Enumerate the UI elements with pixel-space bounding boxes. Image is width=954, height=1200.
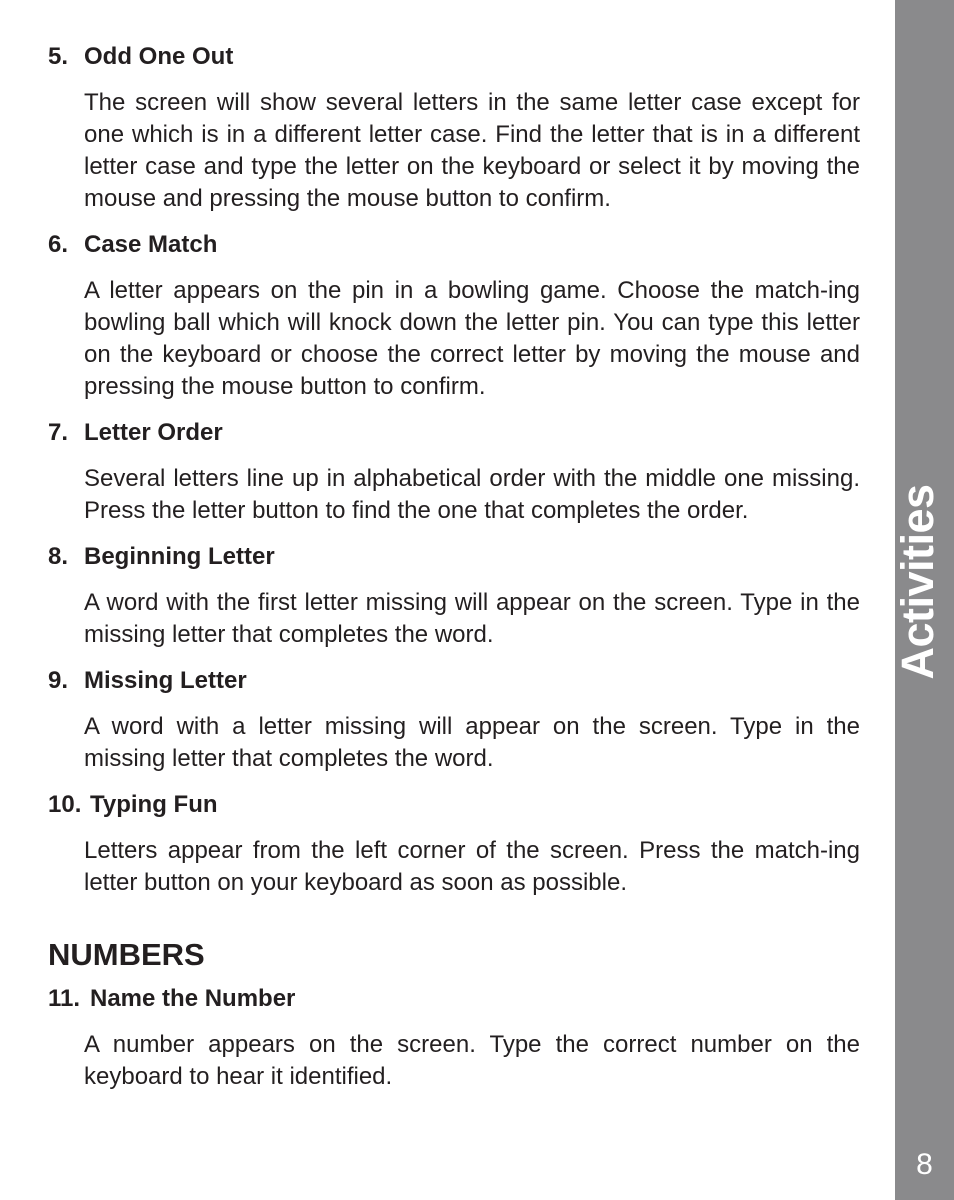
activity-item-beginning-letter <box>48 541 860 651</box>
activity-title: Name the Number <box>90 985 296 1012</box>
activity-heading <box>48 983 860 1015</box>
activity-item-typing-fun <box>48 789 860 899</box>
page-number: 8 <box>916 1148 933 1181</box>
activity-title: Beginning Letter <box>84 543 275 570</box>
activity-description: Several letters line up in alphabetical order with the middle one missing. Press the letter button to find the one that completes the order. <box>84 465 860 524</box>
page-content <box>48 41 860 1107</box>
activity-description: Letters appear from the left corner of the screen. Press the match-ing letter button on your keyboard as soon as possible. <box>84 837 860 896</box>
activity-title: Typing Fun <box>90 791 218 818</box>
activity-item-odd-one-out <box>48 41 860 215</box>
activity-heading <box>48 789 860 821</box>
activity-number: 8. <box>48 543 69 570</box>
activity-title: Missing Letter <box>84 667 247 694</box>
activity-heading <box>48 229 860 261</box>
activity-number: 6. <box>48 231 69 258</box>
activity-heading <box>48 41 860 73</box>
activity-title: Case Match <box>84 231 218 258</box>
activity-heading <box>48 417 860 449</box>
activity-title: Letter Order <box>84 419 223 446</box>
activity-description: A word with a letter missing will appear on the screen. Type in the missing letter that completes the word. <box>84 713 860 772</box>
activity-number: 7. <box>48 419 69 446</box>
activity-heading <box>48 541 860 573</box>
activity-description: A letter appears on the pin in a bowling game. Choose the match-ing bowling ball which will knock down the letter pin. You can type this letter on the keyboard or choose the correct letter by moving the mouse and pressing the mouse button to confirm. <box>84 277 860 400</box>
activity-number: 10. <box>48 791 82 818</box>
activity-number: 9. <box>48 667 69 694</box>
sidebar-title: Activities <box>892 484 943 680</box>
section-title-numbers: NUMBERS <box>48 937 205 972</box>
activity-title: Odd One Out <box>84 43 234 70</box>
activity-description: A number appears on the screen. Type the correct number on the keyboard to hear it identified. <box>84 1031 860 1090</box>
activity-item-name-the-number <box>48 983 860 1093</box>
activity-description: A word with the first letter missing will appear on the screen. Type in the missing letter that completes the word. <box>84 589 860 648</box>
activity-item-missing-letter <box>48 665 860 775</box>
activity-number: 11. <box>48 985 81 1012</box>
activity-item-case-match <box>48 229 860 403</box>
activity-number: 5. <box>48 43 69 70</box>
activity-description: The screen will show several letters in the same letter case except for one which is in a different letter case. Find the letter that is in a different letter case and type the letter on the keyboard or select it by moving the mouse and pressing the mouse button to confirm. <box>84 89 860 212</box>
activity-item-letter-order <box>48 417 860 527</box>
activity-heading <box>48 665 860 697</box>
